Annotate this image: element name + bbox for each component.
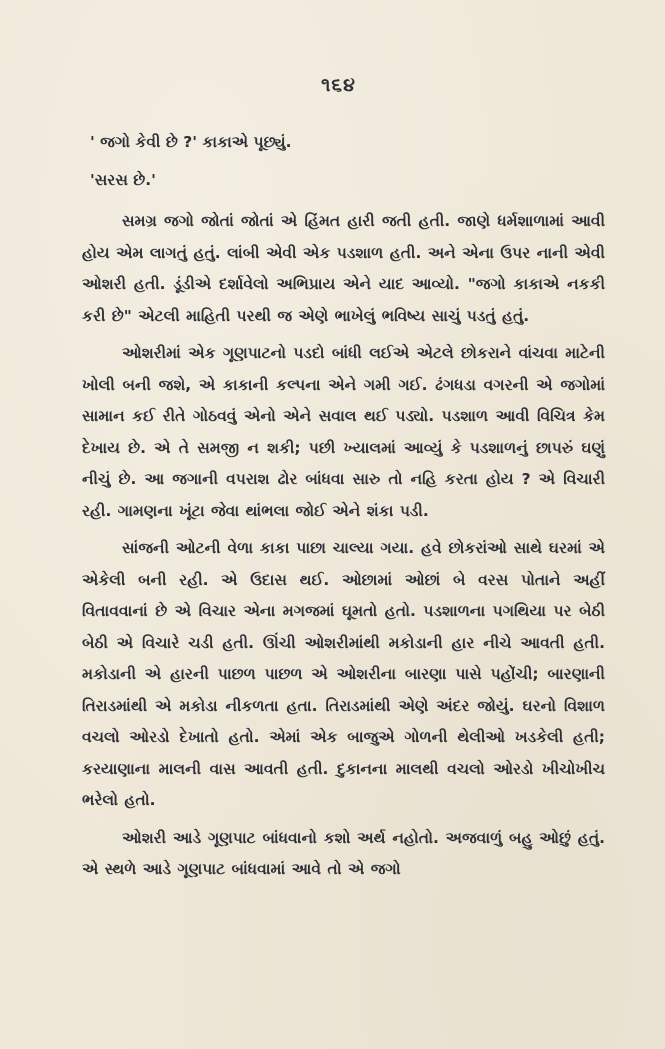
paragraph-2: ઓશરીમાં એક ગૂણપાટનો પડદો બાંધી લઈએ એટલે છોકરાને વાંચવા માટેની ખોલી બની જશે, એ કાકાની કલ્પના એને ગમી ગઈ. ઢંગધડા વગરની એ જગોમાં સામાન કઈ રીતે ગોઠવવું એનો એને સવાલ થઈ પડ્યો. પડશાળ આવી વિચિત્ર કેમ દેખાય છે. એ તે સમજી ન શકી; પછી ખ્યાલમાં આવ્યું કે પડશાળનું છાપરું ઘણું નીચું છે. આ જગાની વપરાશ ઢોર બાંધવા સારુ તો નહિ કરતા હોય ? એ વિચારી રહી. ગામણના ખૂંટા જેવા થાંભલા જોઈ એને શંકા પડી. — [82, 344, 605, 520]
paragraph-1: સમગ્ર જગો જોતાં જોતાં એ હિંમત હારી જતી હતી. જાણે ધર્મશાળામાં આવી હોય એમ લાગતું હતું. લાંબી એવી એક પડશાળ હતી. અને એના ઉપર નાની એવી ઓશરી હતી. ડૂંડીએ દર્શાવેલો અભિપ્રાય એને યાદ આવ્યો. "જગો કાકાએ નકકી કરી છે" એટલી માહિતી પરથી જ એણે ભાખેલું ભવિષ્ય સાચું પડતું હતું. — [82, 212, 605, 325]
paragraph-4: ઓશરી આડે ગૂણપાટ બાંધવાનો કશો અર્થ નહોતો. અજવાળું બહુ ઓછું હતું. એ સ્થળે આડે ગૂણપાટ બાંધવામાં આવે તો એ જગો — [82, 828, 605, 878]
dialogue-line-answer: 'સરસ છે.' — [90, 171, 156, 189]
paragraph-3: સાંજની ઓટની વેળા કાકા પાછા ચાલ્યા ગયા. હવે છોકરાંઓ સાથે ઘરમાં એ એકેલી બની રહી. એ ઉદાસ થઈ. ઓછામાં ઓછાં બે વરસ પોતાને અહીં વિતાવવાનાં છે એ વિચાર એના મગજમાં ઘૂમતો હતો. પડશાળના પગથિયા પર બેઠી બેઠી એ વિચારે ચડી હતી. ઊંચી ઓશરીમાંથી મકોડાની હાર નીચે આવતી હતી. મકોડાની એ હારની પાછળ પાછળ એ ઓશરીના બારણા પાસે પહોંચી; બારણાની તિરાડમાંથી એ મકોડા નીકળતા હતા. તિરાડમાંથી એણે અંદર જોયું. ઘરનો વિશાળ વચલો ઓરડો દેખાતો હતો. એમાં એક બાજુએ ગોળની થેલીઓ ખડકેલી હતી; કરયાણાના માલની વાસ આવતી હતી. દુકાનના માલથી વચલો ઓરડો ખીચોખીચ ભરેલો હતો. — [82, 539, 605, 809]
page-number: ૧૬૪ — [321, 74, 356, 96]
dialogue-line-question: ' જગો કેવી છે ?' કાકાએ પૂછ્યું. — [90, 133, 292, 151]
